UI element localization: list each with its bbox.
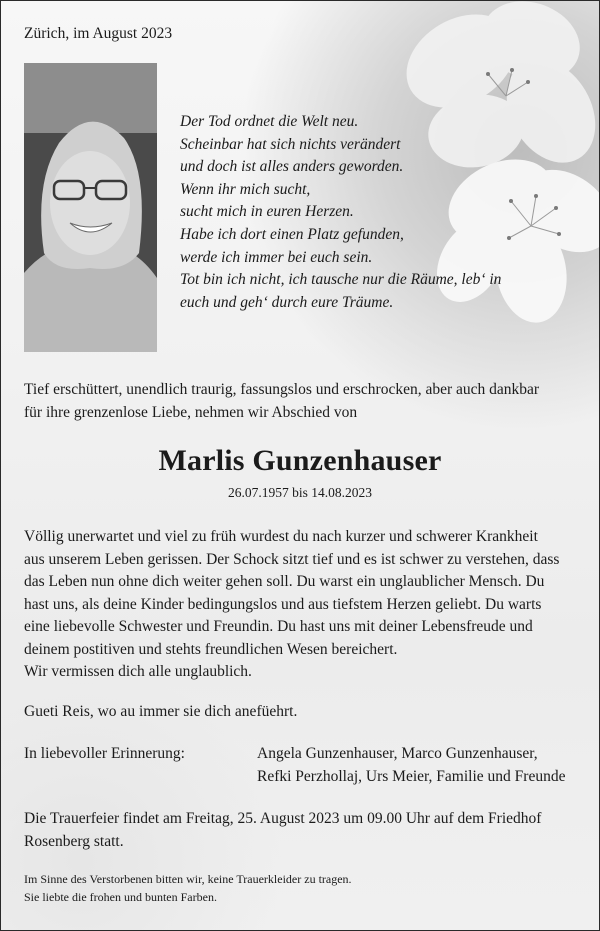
poem-line: Tot bin ich nicht, ich tausche nur die Räume, leb‘ in (180, 271, 502, 289)
ceremony-text (24, 808, 541, 853)
poem-line: werde ich immer bei euch sein. (180, 248, 373, 266)
poem-line: euch und geh‘ durch eure Träume. (180, 293, 394, 311)
body-line: hast uns, als deine Kinder bedingungslos und aus tiefstem Herzen geliebt. Du warts (24, 595, 542, 613)
poem-line: Wenn ihr mich sucht, (180, 180, 311, 198)
body-line: aus unserem Leben gerissen. Der Schock sitzt tief und es ist schwer zu verstehen, dass (24, 550, 560, 568)
intro-line: Tief erschüttert, unendlich traurig, fassungslos und erschrocken, aber auch dankbar (24, 381, 540, 398)
note-line: Im Sinne des Verstorbenen bitten wir, keine Trauerkleider zu tragen. (24, 872, 352, 886)
memory-label: In liebevoller Erinnerung: (24, 745, 185, 762)
body-text (24, 526, 559, 684)
mourners-line: Refki Perzhollaj, Urs Meier, Familie und Freunde (257, 767, 566, 785)
mourners-line: Angela Gunzenhauser, Marco Gunzenhauser, (257, 745, 538, 762)
mourners-list (257, 743, 565, 788)
dress-note (24, 870, 352, 906)
farewell-line: Gueti Reis, wo au immer sie dich anefüehrt. (24, 703, 298, 720)
life-dates: 26.07.1957 bis 14.08.2023 (227, 485, 372, 500)
poem-line: Scheinbar hat sich nichts verändert (180, 135, 401, 153)
body-line: das Leben nun ohne dich weiter gehen soll. Du warst ein unglaublicher Mensch. Du (24, 573, 545, 590)
ceremony-line: Die Trauerfeier findet am Freitag, 25. August 2023 um 09.00 Uhr auf dem Friedhof (24, 810, 542, 827)
poem-line: sucht mich in euren Herzen. (180, 203, 354, 221)
intro-line: für ihre grenzenlose Liebe, nehmen wir Abschied von (24, 403, 358, 421)
ceremony-line: Rosenberg statt. (24, 832, 124, 850)
deceased-name: Marlis Gunzenhauser (158, 444, 442, 477)
poem (180, 111, 501, 314)
portrait-photo (24, 63, 157, 352)
place-date: Zürich, im August 2023 (24, 25, 173, 42)
intro-text (24, 379, 539, 424)
poem-line: Der Tod ordnet die Welt neu. (180, 113, 359, 130)
body-line: Völlig unerwartet und viel zu früh wurdest du nach kurzer und schwerer Krankheit (24, 528, 538, 545)
poem-line: Habe ich dort einen Platz gefunden, (180, 225, 404, 243)
note-line: Sie liebte die frohen und bunten Farben. (24, 890, 217, 904)
body-line: deinem postitiven und stehts freundlichen Wesen bereichert. (24, 640, 398, 658)
body-line: Wir vermissen dich alle unglaublich. (24, 663, 252, 680)
body-line: eine liebevolle Schwester und Freundin. Du hast uns mit deiner Lebensfreude und (24, 618, 533, 635)
poem-line: und doch ist alles anders geworden. (180, 158, 404, 176)
